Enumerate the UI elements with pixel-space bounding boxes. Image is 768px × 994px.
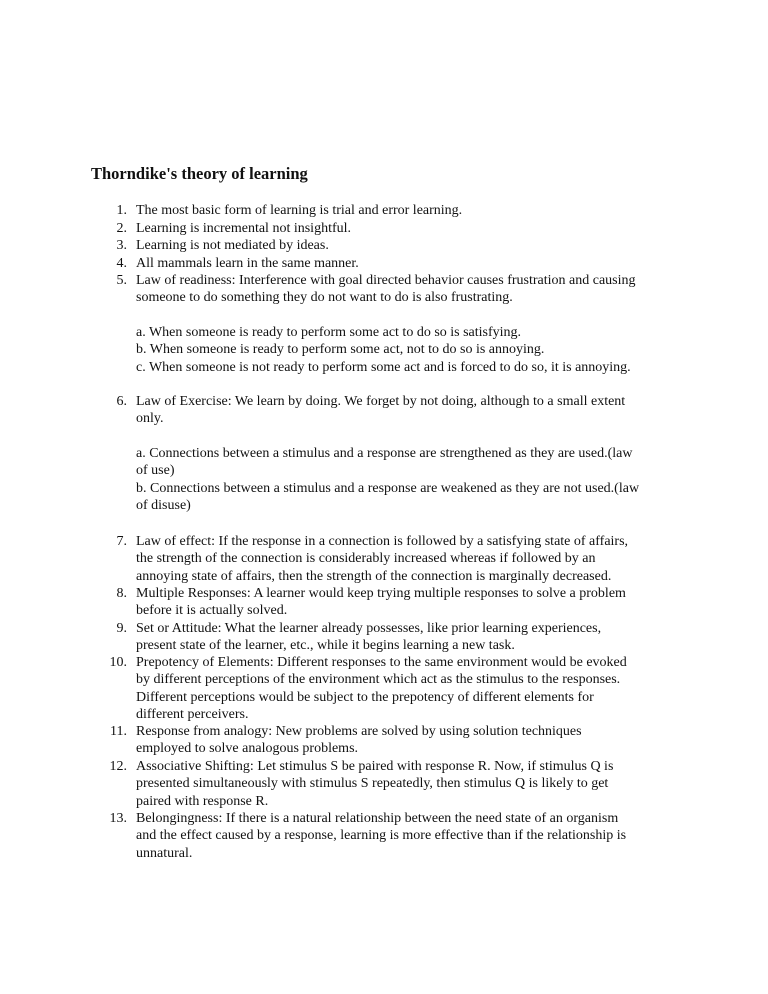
list-item-text: All mammals learn in the same manner. — [136, 255, 359, 271]
list-item-text: Belongingness: If there is a natural relationship between the need state of an organism — [136, 811, 619, 826]
list-item-text: only. — [136, 411, 164, 427]
list-item-text: annoying state of affairs, then the strength of the connection is marginally decreased. — [136, 568, 612, 584]
list-item-text: Law of effect: If the response in a connection is followed by a satisfying state of affairs, — [136, 534, 629, 549]
list-item-text: Learning is incremental not insightful. — [136, 220, 352, 236]
exercise-sub-item: of disuse) — [136, 497, 191, 513]
list-item-number: 12. — [109, 759, 127, 774]
list-item-text: presented simultaneously with stimulus S repeatedly, then stimulus Q is likely to get — [136, 776, 609, 792]
list-item-text: present state of the learner, etc., while it begins learning a new task. — [136, 638, 515, 654]
list-item-text: unnatural. — [136, 845, 193, 861]
list-item-number: 3. — [116, 238, 127, 253]
list-item-number: 5. — [116, 273, 127, 288]
exercise-sub-item: b. Connections between a stimulus and a response are weakened as they are not used.(law — [136, 480, 640, 496]
list-item-number: 1. — [116, 203, 127, 218]
list-item-number: 8. — [116, 586, 127, 601]
list-item-text: by different perceptions of the environment which act as the stimulus to the responses. — [136, 672, 621, 688]
list-item-text: employed to solve analogous problems. — [136, 741, 359, 757]
list-item-text: different perceivers. — [136, 706, 249, 722]
list-item-text: before it is actually solved. — [136, 603, 288, 619]
list-item-text: and the effect caused by a response, learning is more effective than if the relationship is — [136, 828, 627, 844]
list-item-text: Response from analogy: New problems are solved by using solution techniques — [136, 724, 582, 739]
list-item-text: someone to do something they do not want to do is also frustrating. — [136, 290, 513, 306]
list-item-text: paired with response R. — [136, 793, 269, 809]
exercise-sub-item: of use) — [136, 463, 175, 479]
readiness-sub-item: b. When someone is ready to perform some act, not to do so is annoying. — [136, 342, 545, 358]
list-item-number: 10. — [109, 655, 127, 670]
list-item-text: Different perceptions would be subject to the prepotency of different elements for — [136, 689, 594, 705]
list-item-number: 4. — [116, 255, 127, 271]
exercise-sub-item: a. Connections between a stimulus and a response are strengthened as they are used.(law — [136, 446, 633, 461]
list-item-number: 13. — [109, 811, 127, 826]
list-item-text: Law of Exercise: We learn by doing. We forget by not doing, although to a small extent — [136, 394, 626, 409]
readiness-sub-item: a. When someone is ready to perform some act to do so is satisfying. — [136, 325, 522, 340]
list-item-number: 2. — [116, 220, 127, 236]
list-item-number: 6. — [116, 394, 127, 409]
list-item-text: the strength of the connection is considerably increased whereas if followed by an — [136, 551, 596, 567]
list-item-number: 7. — [116, 534, 127, 549]
list-item-text: The most basic form of learning is trial and error learning. — [136, 203, 463, 218]
list-item-text: Learning is not mediated by ideas. — [136, 238, 329, 253]
readiness-sub-item: c. When someone is not ready to perform some act and is forced to do so, it is annoying. — [136, 359, 631, 375]
list-item-text: Law of readiness: Interference with goal directed behavior causes frustration and causing — [136, 273, 636, 288]
list-item-number: 9. — [116, 621, 127, 636]
list-item-text: Multiple Responses: A learner would keep trying multiple responses to solve a problem — [136, 586, 626, 601]
list-item-text: Prepotency of Elements: Different responses to the same environment would be evoked — [136, 655, 627, 670]
list-item-number: 11. — [110, 724, 127, 739]
list-item-text: Associative Shifting: Let stimulus S be paired with response R. Now, if stimulus Q is — [136, 759, 614, 774]
list-item-text: Set or Attitude: What the learner already possesses, like prior learning experiences, — [136, 621, 602, 636]
document-title: Thorndike's theory of learning — [91, 164, 308, 183]
